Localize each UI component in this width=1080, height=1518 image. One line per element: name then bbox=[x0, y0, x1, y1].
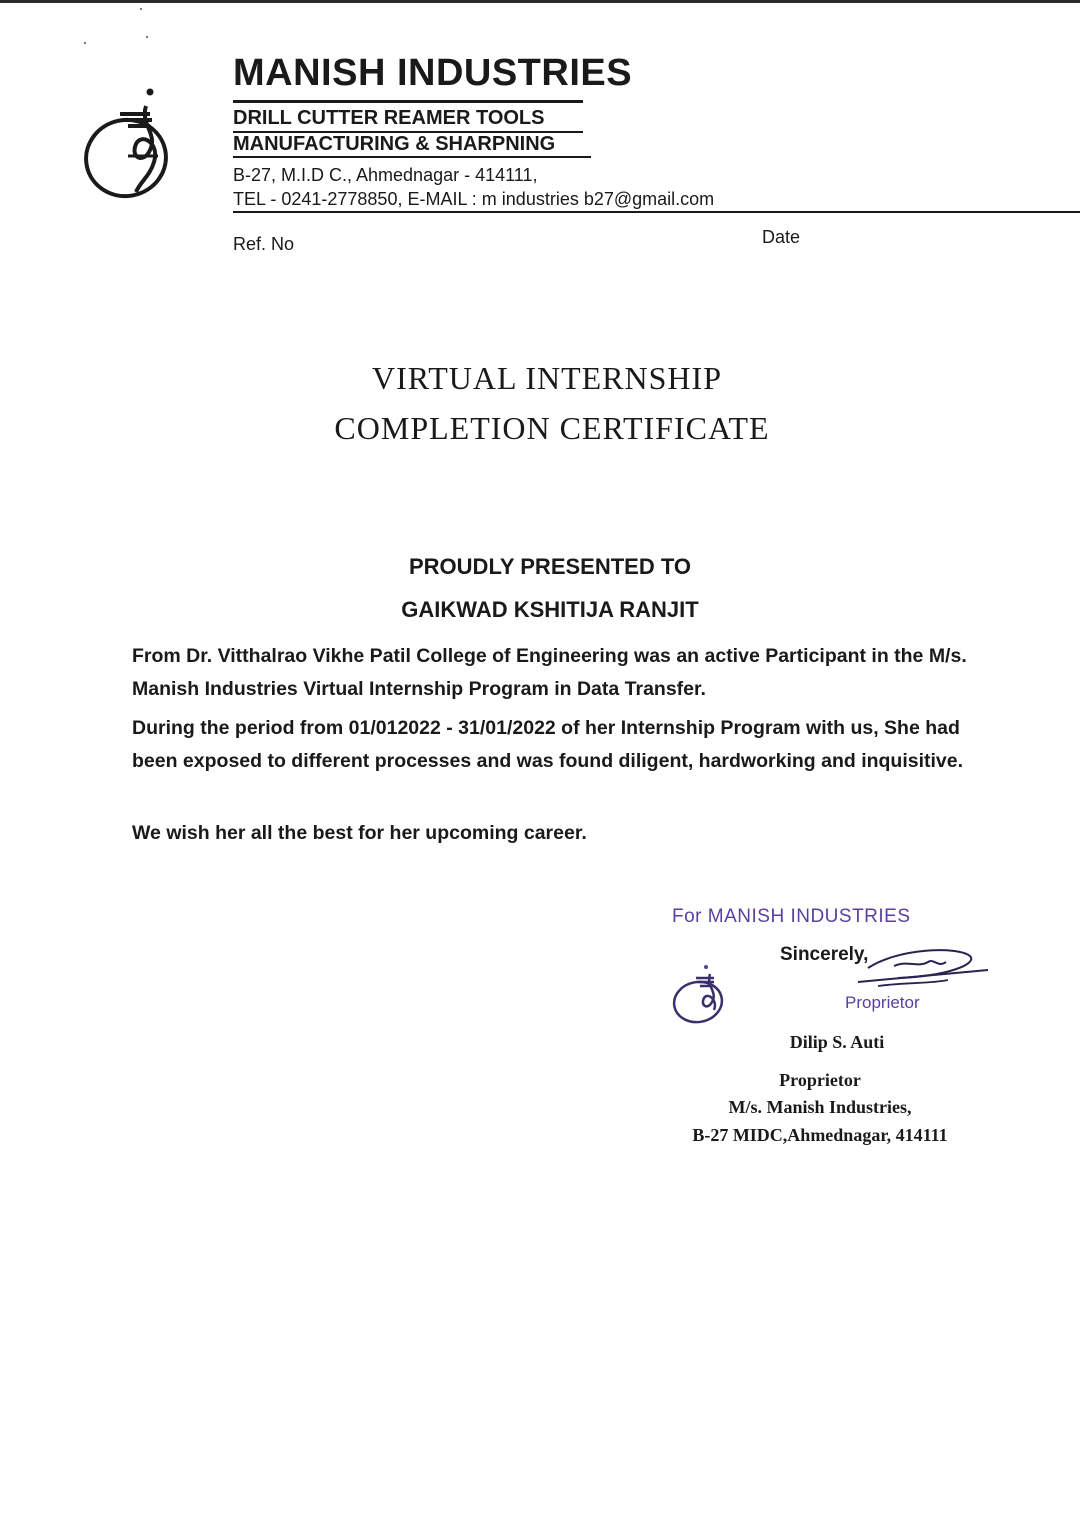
certificate-title-line1: VIRTUAL INTERNSHIP bbox=[372, 360, 722, 396]
signer-firm: M/s. Manish Industries, bbox=[728, 1097, 912, 1117]
letterhead-divider bbox=[233, 211, 1080, 213]
scan-speck bbox=[84, 42, 86, 44]
company-stamp-text: For MANISH INDUSTRIES bbox=[672, 906, 911, 927]
certificate-title-line2: COMPLETION CERTIFICATE bbox=[334, 410, 770, 446]
certificate-paragraph: During the period from 01/012022 - 31/01/2022 of her Internship Program with us, She had been exposed to different processes and was found diligent, hardworking and inquisitive. bbox=[132, 717, 964, 772]
certificate-paragraph: We wish her all the best for her upcoming career. bbox=[132, 822, 587, 844]
page-top-edge bbox=[0, 0, 1080, 3]
company-name: MANISH INDUSTRIES bbox=[233, 52, 633, 94]
company-logo-icon bbox=[80, 84, 176, 200]
closing-salutation: Sincerely, bbox=[780, 944, 869, 965]
stamp-logo-icon bbox=[668, 962, 734, 1026]
recipient-name: GAIKWAD KSHITIJA RANJIT bbox=[401, 597, 699, 622]
company-tagline-line1: DRILL CUTTER REAMER TOOLS bbox=[233, 107, 545, 129]
signer-name: Dilip S. Auti bbox=[789, 1032, 885, 1052]
company-contact: TEL - 0241-2778850, E-MAIL : m industries b27@gmail.com bbox=[233, 189, 715, 209]
company-tagline-line2: MANUFACTURING & SHARPNING bbox=[233, 133, 556, 155]
ref-no-label: Ref. No bbox=[233, 234, 295, 254]
scan-speck bbox=[140, 8, 142, 10]
company-address: B-27, M.I.D C., Ahmednagar - 414111, bbox=[233, 165, 538, 185]
scan-speck bbox=[146, 36, 148, 38]
header-rule bbox=[233, 156, 591, 158]
date-label: Date bbox=[762, 227, 801, 247]
signer-title: Proprietor bbox=[779, 1070, 861, 1090]
presented-to-label: PROUDLY PRESENTED TO bbox=[409, 554, 691, 579]
certificate-paragraph: From Dr. Vitthalrao Vikhe Patil College of Engineering was an active Participant in the M/s. Manish Industries Virtual Internship Program in Data Transfer. bbox=[132, 645, 967, 700]
stamp-role-text: Proprietor bbox=[845, 993, 920, 1012]
signer-address: B-27 MIDC,Ahmednagar, 414111 bbox=[692, 1125, 948, 1145]
header-rule bbox=[233, 100, 583, 103]
